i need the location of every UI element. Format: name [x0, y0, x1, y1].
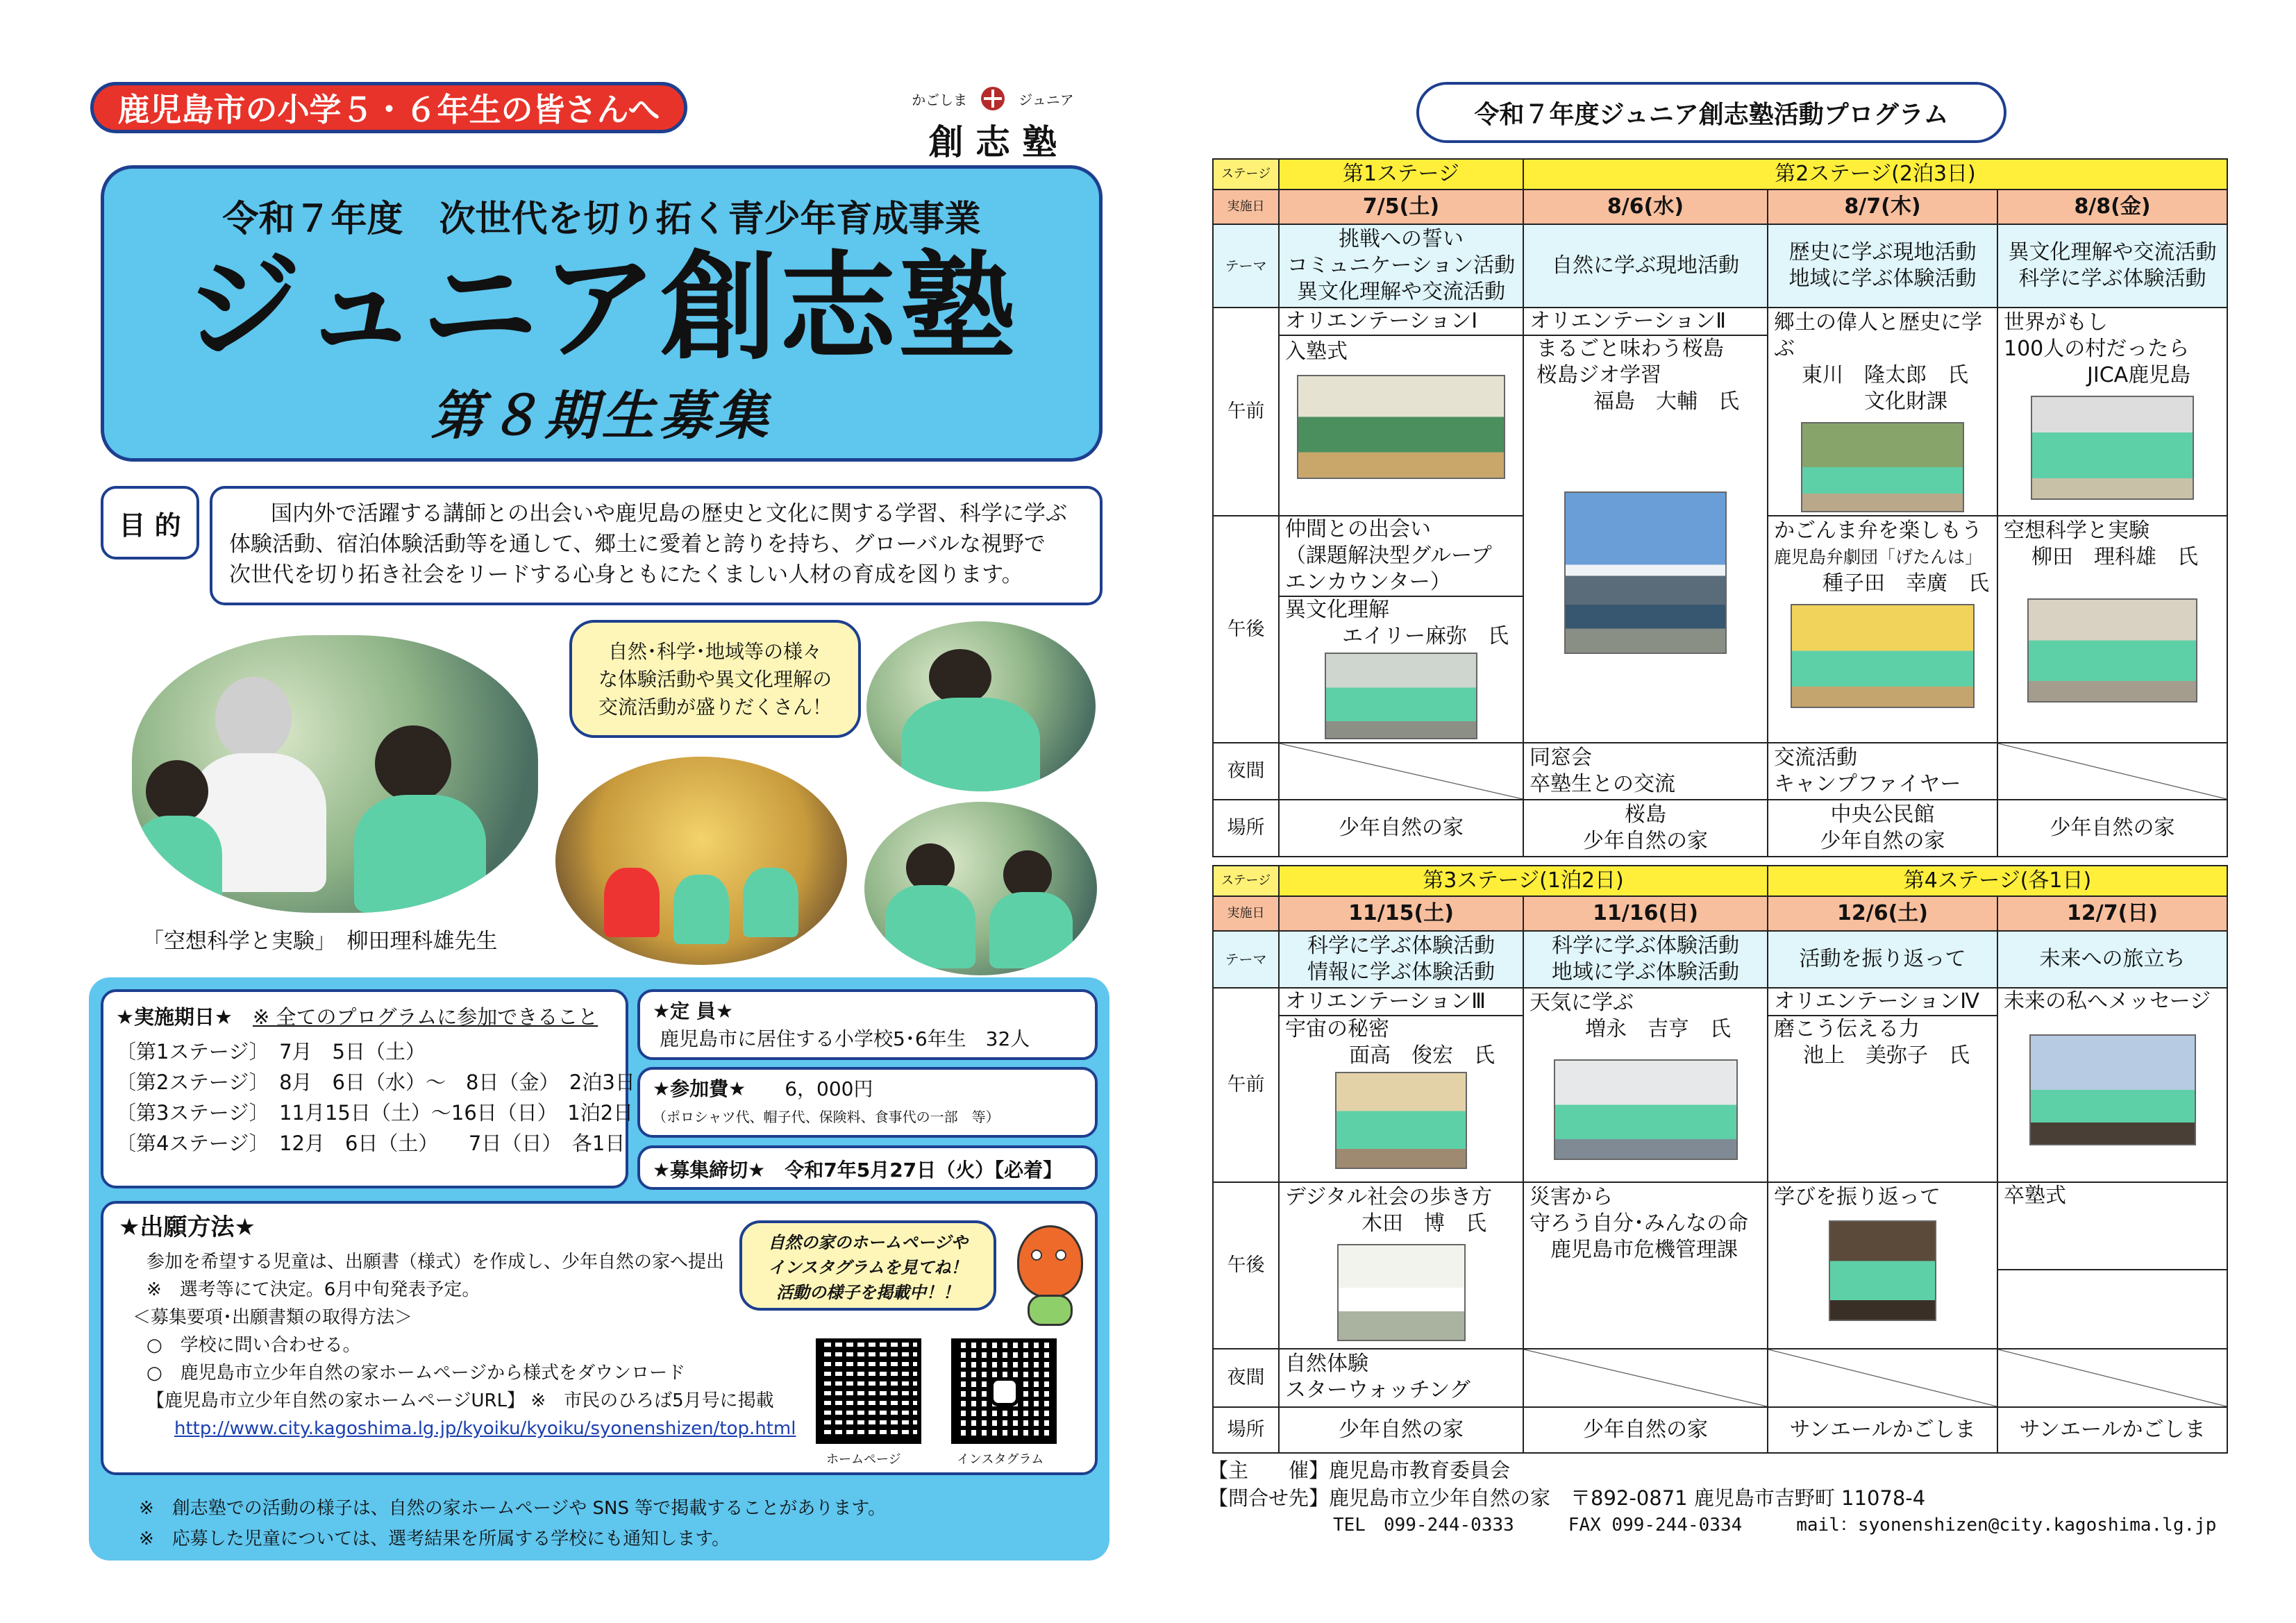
homepage-qr-icon[interactable] — [816, 1338, 921, 1444]
hero-box — [101, 165, 1103, 462]
science-experiment-class-photo — [2027, 598, 2197, 703]
theme-cell: 異文化理解や交流活動 科学に学ぶ体験活動 — [1997, 224, 2227, 308]
label-place: 場所 — [1213, 800, 1279, 857]
program-cell: 空想科学と実験 柳田 理科雄 氏 — [1997, 516, 2227, 743]
bubble-line: 交流活動が盛りだくさん！ — [598, 696, 832, 718]
mascot-icon — [1007, 1211, 1090, 1329]
activity-bubble — [569, 620, 861, 738]
theme-cell: 科学に学ぶ体験活動 情報に学ぶ体験活動 — [1279, 931, 1523, 988]
label-afternoon: 午後 — [1213, 516, 1279, 743]
history-field-trip-photo — [1801, 422, 1964, 512]
date-row: 〔第3ステージ〕 11月15日（土）～16日（日） 1泊2日 — [116, 1101, 634, 1125]
dialect-theater-photo — [1791, 604, 1975, 708]
fee-title: ★参加費★ — [653, 1077, 746, 1100]
footnote: ※ 創志塾での活動の様子は、自然の家ホームページや SNS 等で掲載することがあります。 — [139, 1498, 887, 1519]
logo — [896, 87, 1090, 170]
label-theme: テーマ — [1213, 931, 1279, 988]
logo-big-text: 創 志 塾 — [928, 121, 1057, 162]
apply-line: ＜募集要項･出願書類の取得方法＞ — [133, 1307, 413, 1328]
stage-performance-photo — [555, 757, 847, 965]
program-cell: オリエンテーションⅢ 宇宙の秘密 面高 俊宏 氏 — [1279, 988, 1523, 1182]
empty-cell — [1523, 1349, 1768, 1407]
apply-line: 参加を希望する児童は、出願書（様式）を作成し、少年自然の家へ提出 — [146, 1252, 725, 1272]
purpose-label: 目 的 — [101, 486, 199, 560]
stage-4-header: 第4ステージ(各1日) — [1768, 866, 2227, 896]
instagram-icon — [990, 1377, 1019, 1406]
label-date: 実施日 — [1213, 896, 1279, 931]
fee-note: （ポロシャツ代、帽子代、保険料、食事代の一部 等） — [653, 1109, 1000, 1125]
place-cell: 少年自然の家 — [1523, 1407, 1768, 1453]
purpose-line: 次世代を切り拓き社会をリードする心身ともにたくましい人材の育成を図ります。 — [229, 562, 1023, 587]
label-night: 夜間 — [1213, 743, 1279, 800]
deadline-box — [637, 1145, 1098, 1190]
capacity-box — [637, 989, 1098, 1060]
place-cell: 少年自然の家 — [1279, 800, 1523, 857]
date-cell: 8/6(水) — [1523, 190, 1768, 224]
capacity-title: ★定 員★ — [653, 1000, 733, 1023]
jica-activity-photo — [2031, 396, 2194, 500]
label-afternoon: 午後 — [1213, 1182, 1279, 1349]
capacity-text: 鹿児島市に居住する小学校5･6年生 32人 — [660, 1027, 1030, 1050]
footer-contact: 【問合せ先】鹿児島市立少年自然の家 〒892-0871 鹿児島市吉野町 11078-4 — [1208, 1486, 1926, 1510]
entrance-ceremony-photo — [1297, 375, 1505, 479]
apply-title: ★出願方法★ — [119, 1213, 255, 1241]
photo-caption: 「空想科学と実験」 柳田理科雄先生 — [142, 929, 498, 954]
fee-box — [637, 1067, 1098, 1138]
apply-line: ○ 鹿児島市立少年自然の家ホームページから様式をダウンロード — [146, 1363, 686, 1384]
graduation-message-photo — [2029, 1034, 2196, 1145]
label-date: 実施日 — [1213, 190, 1279, 224]
target-banner: 鹿児島市の小学５・６年生の皆さんへ — [90, 82, 687, 133]
deadline-text: 令和7年5月27日（火）【必着】 — [785, 1159, 1063, 1181]
label-stage: ステージ — [1213, 159, 1279, 190]
date-row: 〔第2ステージ〕 8月 6日（水）～ 8日（金） 2泊3日 — [116, 1070, 635, 1094]
label-theme: テーマ — [1213, 224, 1279, 308]
program-cell: オリエンテーションⅠ 入塾式 — [1279, 308, 1523, 516]
stage-3-header: 第3ステージ(1泊2日) — [1279, 866, 1768, 896]
fee-amount: 6，000円 — [785, 1077, 873, 1100]
place-cell: 少年自然の家 — [1279, 1407, 1523, 1453]
insta-line: インスタグラムを見てね！ — [768, 1258, 968, 1277]
purpose-line: 国内外で活躍する講師との出会いや鹿児島の歴史と文化に関する学習、科学に学ぶ — [271, 501, 1067, 526]
program-cell: かごんま弁を楽しもう 鹿児島弁劇団「げたんは」 種子田 幸廣 氏 — [1768, 516, 1997, 743]
theme-cell: 挑戦への誓い コミュニケーション活動 異文化理解や交流活動 — [1279, 224, 1523, 308]
students-group-photo — [866, 621, 1096, 791]
program-cell: 自然体験 スターウォッチング — [1279, 1349, 1523, 1407]
place-cell: 桜島 少年自然の家 — [1523, 800, 1768, 857]
date-cell: 12/7(日) — [1997, 896, 2227, 931]
label-place: 場所 — [1213, 1407, 1279, 1453]
program-cell: 災害から 守ろう自分･みんなの命 鹿児島市危機管理課 — [1523, 1182, 1768, 1349]
stage-1-header: 第1ステージ — [1279, 159, 1523, 190]
logo-small-text: かごしま — [912, 91, 968, 108]
program-cell: 卒塾式 — [1997, 1182, 2227, 1349]
label-morning: 午前 — [1213, 308, 1279, 516]
program-cell: 学びを振り返って — [1768, 1182, 1997, 1349]
place-cell: サンエールかごしま — [1997, 1407, 2227, 1453]
qr-label-instagram: インスタグラム — [957, 1452, 1044, 1467]
reflection-photo — [1829, 1220, 1936, 1321]
empty-cell — [1768, 1349, 1997, 1407]
instagram-qr-icon[interactable] — [951, 1338, 1057, 1444]
place-cell: サンエールかごしま — [1768, 1407, 1997, 1453]
space-lecture-photo — [1335, 1072, 1467, 1169]
apply-line: ○ 学校に問い合わせる。 — [146, 1335, 361, 1356]
theme-cell: 自然に学ぶ現地活動 — [1523, 224, 1768, 308]
empty-cell — [1997, 1349, 2227, 1407]
program-cell: デジタル社会の歩き方 木田 博 氏 — [1279, 1182, 1523, 1349]
sakurajima-volcano-photo — [1564, 491, 1727, 654]
cross-cultural-photo — [1325, 653, 1477, 739]
program-cell: 世界がもし 100人の村だったら JICA鹿児島 — [1997, 308, 2227, 516]
homepage-link[interactable]: http://www.city.kagoshima.lg.jp/kyoiku/kyoiku/syonenshizen/top.html — [174, 1418, 796, 1439]
insta-bubble — [739, 1220, 996, 1311]
weather-class-photo — [1554, 1059, 1738, 1160]
label-night: 夜間 — [1213, 1349, 1279, 1407]
insta-line: 自然の家のホームページや — [768, 1233, 968, 1252]
date-cell: 12/6(土) — [1768, 896, 1997, 931]
bubble-line: な体験活動や異文化理解の — [598, 668, 832, 691]
qr-label-homepage: ホームページ — [826, 1452, 901, 1467]
date-row: 〔第1ステージ〕 7月 5日（土） — [116, 1040, 426, 1063]
apply-line: 【鹿児島市立少年自然の家ホームページURL】 ※ 市民のひろば5月号に掲載 — [146, 1390, 774, 1411]
date-cell: 8/7(木) — [1768, 190, 1997, 224]
program-cell: 郷土の偉人と歴史に学ぶ 東川 隆太郎 氏 文化財課 — [1768, 308, 1997, 516]
stage-2-header: 第2ステージ(2泊3日) — [1523, 159, 2227, 190]
footer-phone-mail: TEL 099-244-0333 FAX 099-244-0334 mail：syonenshizen@city.kagoshima.lg.jp — [1333, 1515, 2217, 1536]
purpose-text — [210, 486, 1103, 605]
digital-society-photo — [1337, 1244, 1466, 1341]
date-cell: 7/5(土) — [1279, 190, 1523, 224]
program-title: 令和７年度ジュニア創志塾活動プログラム — [1416, 82, 2006, 143]
purpose-line: 体験活動、宿泊体験活動等を通して、郷土に愛着と誇りを持ち、グローバルな視野で — [229, 532, 1046, 557]
footer-organizer: 【主 催】鹿児島市教育委員会 — [1208, 1458, 1511, 1482]
hero-subtitle: 令和７年度 次世代を切り拓く青少年育成事業 — [222, 199, 981, 240]
theme-cell: 科学に学ぶ体験活動 地域に学ぶ体験活動 — [1523, 931, 1768, 988]
date-row: 〔第4ステージ〕 12月 6日（土） 7日（日） 各1日 — [116, 1132, 626, 1155]
label-stage: ステージ — [1213, 866, 1279, 896]
program-cell: 仲間との出会い （課題解決型グループ エンカウンター） 異文化理解 エイリー麻弥 氏 — [1279, 516, 1523, 743]
empty-cell — [1279, 743, 1523, 800]
hero-recruit: 第８期生募集 — [430, 385, 773, 446]
program-cell: 同窓会 卒塾生との交流 — [1523, 743, 1768, 800]
program-cell: 天気に学ぶ 増永 吉亨 氏 — [1523, 988, 1768, 1182]
place-cell: 中央公民館 少年自然の家 — [1768, 800, 1997, 857]
deadline-title: ★募集締切★ — [653, 1159, 766, 1181]
schedule-table-1 — [1212, 158, 2228, 857]
date-cell: 8/8(金) — [1997, 190, 2227, 224]
date-cell: 11/16(日) — [1523, 896, 1768, 931]
schedule-table-2 — [1212, 865, 2228, 1454]
label-morning: 午前 — [1213, 988, 1279, 1182]
footnote: ※ 応募した児童については、選考結果を所属する学校にも通知します。 — [139, 1529, 730, 1549]
apply-line: ※ 選考等にて決定。6月中旬発表予定。 — [146, 1279, 480, 1300]
dates-box — [101, 989, 635, 1188]
insta-line: 活動の様子を掲載中！！ — [776, 1283, 960, 1302]
program-cell: 未来の私へメッセージ — [1997, 988, 2227, 1182]
program-cell: 交流活動 キャンプファイヤー — [1768, 743, 1997, 800]
date-cell: 11/15(土) — [1279, 896, 1523, 931]
students-table-photo — [864, 802, 1097, 975]
theme-cell: 活動を振り返って — [1768, 931, 1997, 988]
logo-small-text-2: ジュニア — [1019, 91, 1074, 108]
theme-cell: 歴史に学ぶ現地活動 地域に学ぶ体験活動 — [1768, 224, 1997, 308]
dates-note: ※ 全てのプログラムに参加できること — [253, 1005, 598, 1029]
place-cell: 少年自然の家 — [1997, 800, 2227, 857]
bubble-line: 自然･科学･地域等の様々 — [607, 640, 822, 663]
dates-title: ★実施期日★ — [116, 1005, 233, 1029]
logo-crest-icon — [981, 87, 1005, 110]
theme-cell: 未来への旅立ち — [1997, 931, 2227, 988]
hero-title: ジュニア創志塾 — [185, 239, 1019, 376]
program-cell: オリエンテーションⅣ 磨こう伝える力 池上 美弥子 氏 — [1768, 988, 1997, 1182]
program-cell: オリエンテーションⅡ まるごと味わう桜島 桜島ジオ学習 福島 大輔 氏 — [1523, 308, 1768, 743]
science-experiment-photo — [132, 635, 538, 913]
empty-cell — [1997, 743, 2227, 800]
